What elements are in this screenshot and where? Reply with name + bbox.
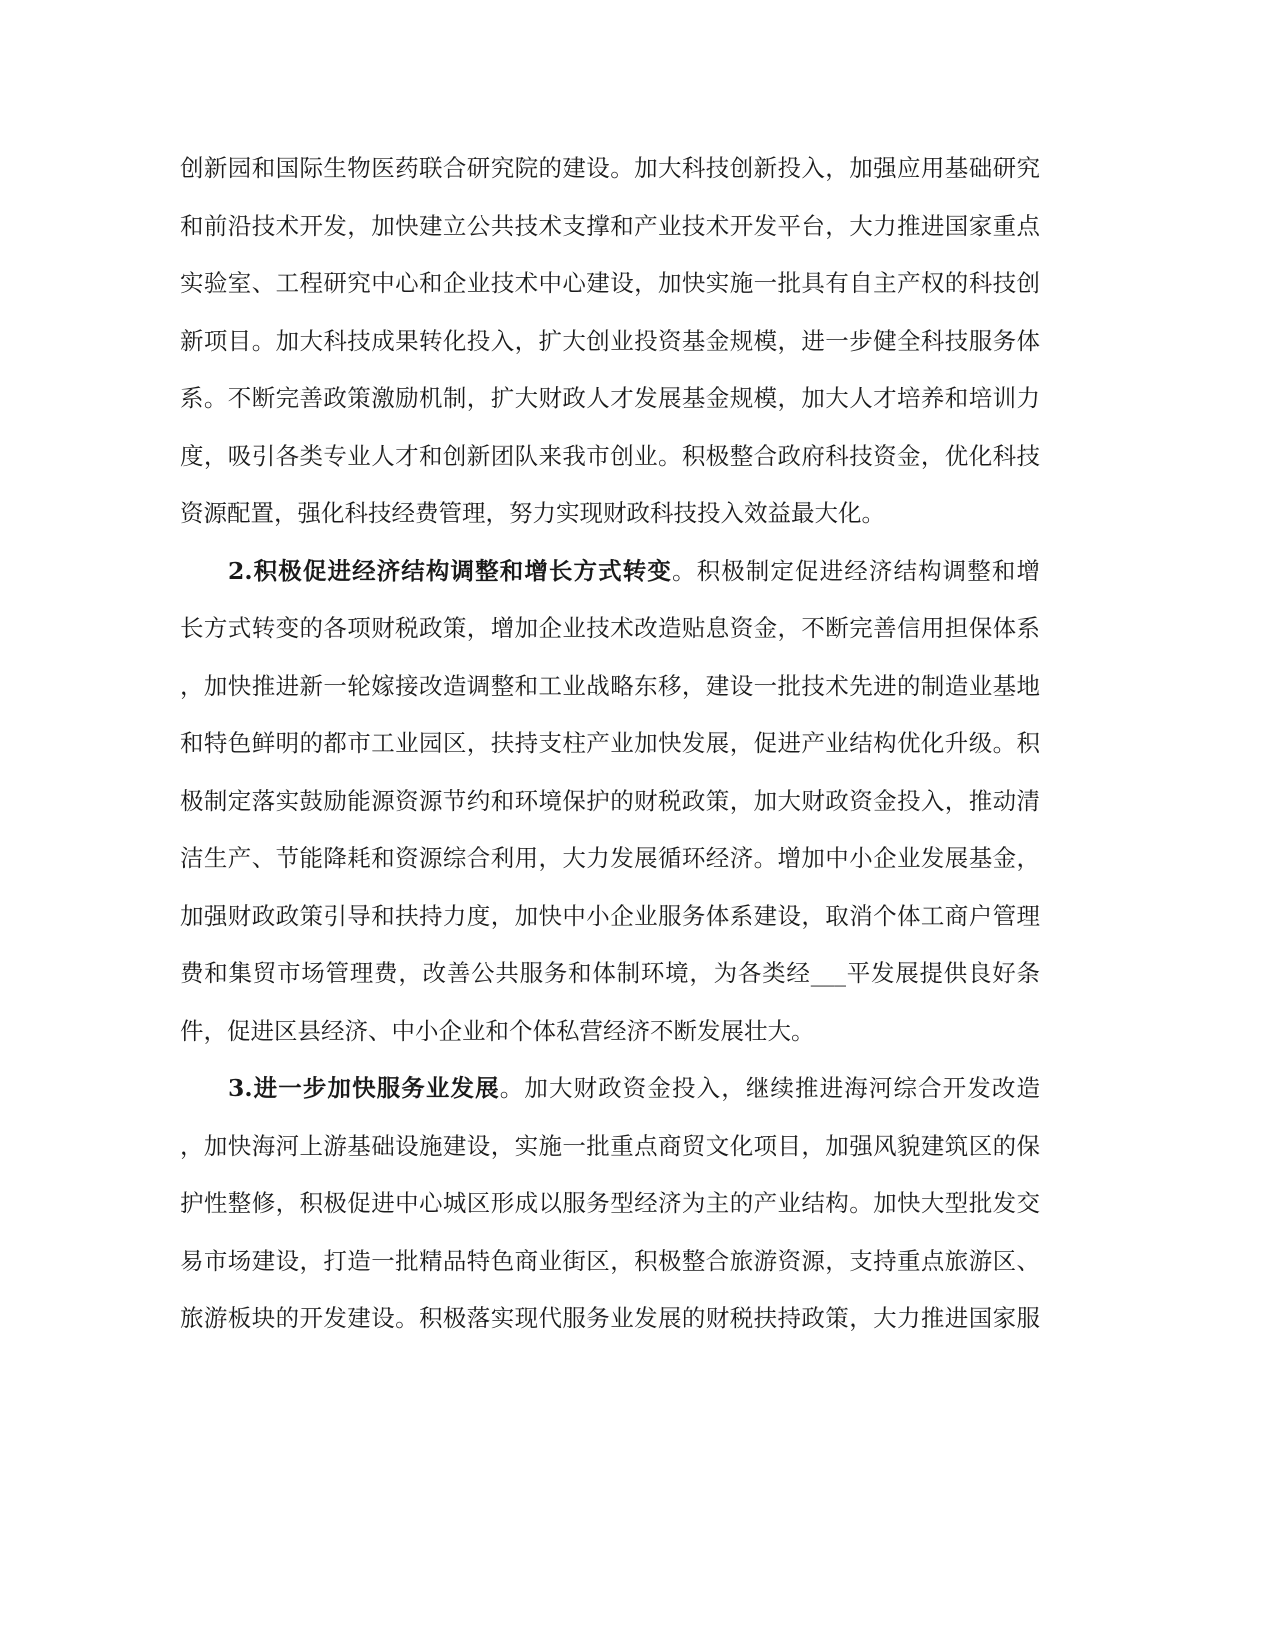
text-line: 新项目。加大科技成果转化投入，扩大创业投资基金规模，进一步健全科技服务体: [180, 326, 1040, 355]
text-line: ，加快推进新一轮嫁接改造调整和工业战略东移，建设一批技术先进的制造业基地: [180, 671, 1040, 700]
text-line: 长方式转变的各项财税政策，增加企业技术改造贴息资金，不断完善信用担保体系: [180, 614, 1040, 642]
text-line: 费和集贸市场管理费，改善公共服务和体制环境，为各类经___平发展提供良好条: [180, 959, 1040, 987]
text-run: 。积极制定促进经济结构调整和增: [671, 556, 1040, 585]
text-line: 资源配置，强化科技经费管理，努力实现财政科技投入效益最大化。: [180, 499, 885, 527]
text-line: ，加快海河上游基础设施建设，实施一批重点商贸文化项目，加强风貌建筑区的保: [180, 1131, 1040, 1160]
document-body: [180, 140, 1040, 1348]
text-line: 加强财政政策引导和扶持力度，加快中小企业服务体系建设，取消个体工商户管理: [180, 901, 1040, 930]
text-line: 度，吸引各类专业人才和创新团队来我市创业。积极整合政府科技资金，优化科技: [180, 441, 1040, 470]
text-line: 洁生产、节能降耗和资源综合利用，大力发展循环经济。增加中小企业发展基金，: [180, 844, 1040, 872]
section-heading: 3.进一步加快服务业发展: [228, 1074, 500, 1102]
text-line: 和特色鲜明的都市工业园区，扶持支柱产业加快发展，促进产业结构优化升级。积: [180, 729, 1040, 757]
paragraph-2: [180, 543, 1040, 1061]
text-line: 创新园和国际生物医药联合研究院的建设。加大科技创新投入，加强应用基础研究: [180, 154, 1040, 182]
text-line: 实验室、工程研究中心和企业技术中心建设，加快实施一批具有自主产权的科技创: [180, 269, 1040, 297]
section-heading: 2.积极促进经济结构调整和增长方式转变: [228, 556, 672, 585]
text-line: 旅游板块的开发建设。积极落实现代服务业发展的财税扶持政策，大力推进国家服: [180, 1304, 1040, 1332]
text-line: 和前沿技术开发，加快建立公共技术支撑和产业技术开发平台，大力推进国家重点: [180, 211, 1040, 240]
paragraph-first-line: [180, 1060, 1040, 1118]
text-line: 护性整修，积极促进中心城区形成以服务型经济为主的产业结构。加快大型批发交: [180, 1189, 1040, 1217]
paragraph-3: [180, 1060, 1040, 1348]
text-run: 。加大财政资金投入，继续推进海河综合开发改造: [499, 1074, 1040, 1102]
paragraph-1: [180, 140, 1040, 543]
text-line: 件，促进区县经济、中小企业和个体私营经济不断发展壮大。: [180, 1016, 815, 1045]
text-line: 易市场建设，打造一批精品特色商业街区，积极整合旅游资源，支持重点旅游区、: [180, 1246, 1040, 1275]
text-line: 极制定落实鼓励能源资源节约和环境保护的财税政策，加大财政资金投入，推动清: [180, 786, 1040, 815]
text-line: 系。不断完善政策激励机制，扩大财政人才发展基金规模，加大人才培养和培训力: [180, 384, 1040, 412]
paragraph-first-line: [180, 543, 1040, 601]
